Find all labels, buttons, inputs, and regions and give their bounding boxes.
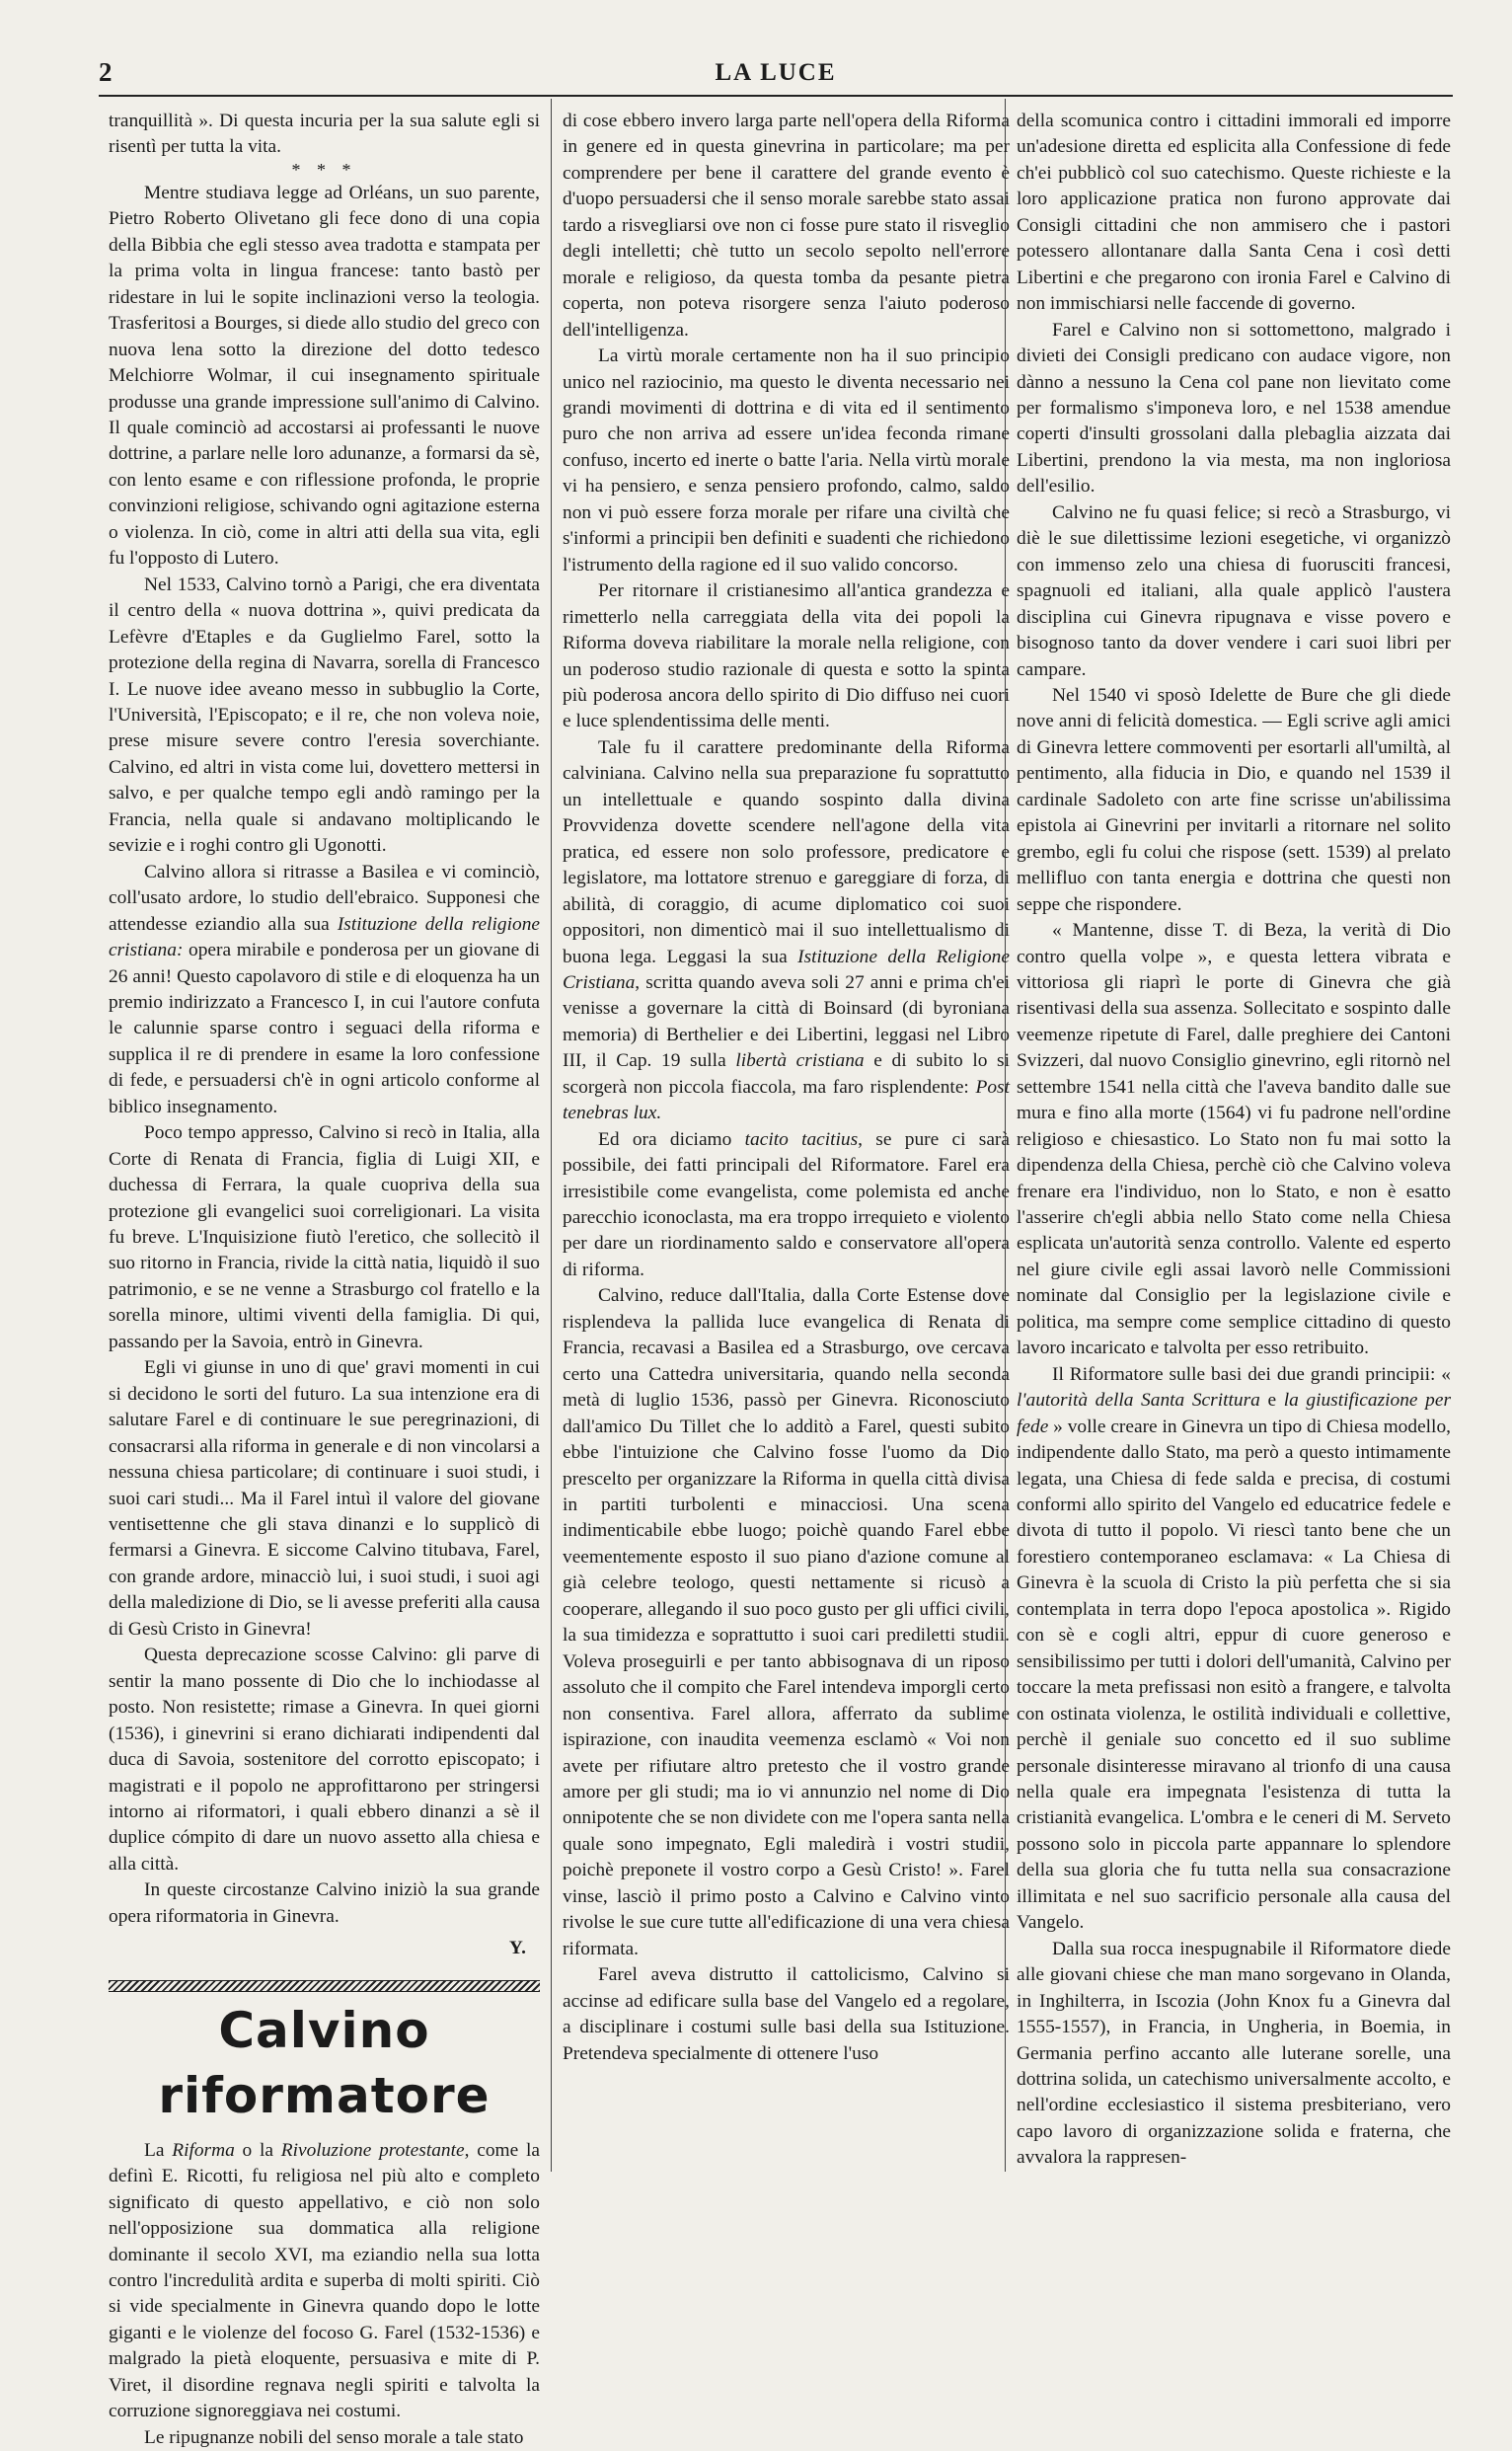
column-3 xyxy=(1017,109,1451,2177)
page-number: 2 xyxy=(99,57,113,87)
paragraph: Le ripugnanze nobili del senso morale a tale stato xyxy=(144,2426,524,2448)
paragraph: Dalla sua rocca inespugnabile il Riformatore diede alle giovani chiese che man mano sorgevano in Olanda, in Inghilterra, in Iscozia (John Knox fu a Ginevra dal 1555-1557), in Francia, in Ungheria, in Boemia, in Germania perfino accanto alle luterane sorelle, una dottrina solida, un catechismo universalmente accolto, e nell'ordine ecclesiastico il sistema presbiteriano, vero capo lavoro di organizzazione solida e fraterna, che avvalora la rappresen- xyxy=(1017,1938,1451,2169)
paragraph: Egli vi giunse in uno di que' gravi momenti in cui si decidono le sorti del futuro. La sua intenzione era di salutare Farel e di continuare le sue peregrinazioni, di consacrarsi alla riforma in generale e di non vincolarsi a nessuna chiesa particolare; di continuare i suoi studi, i suoi cari studi... Ma il Farel intuì il valore del giovane ventisettenne che gli stava dinanzi e lo supplicò di fermarsi a Ginevra. E siccome Calvino titubava, Farel, con grande ardore, minacciò lui, i suoi studi, i suoi agi della maledizione di Dio, se li avesse preferiti alla causa di Gesù Cristo in Ginevra! xyxy=(109,1357,540,1640)
paragraph: Ed ora diciamo tacito tacitius, se pure ci sarà possibile, dei fatti principali del Riformatore. Farel era irresistibile come evangelista, come polemista ed anche parecchio iconoclasta, ma era troppo irrequieto e violento per dare un riordinamento saldo e conservatore all'opera di riforma. xyxy=(563,1128,1010,1280)
paragraph: In queste circostanze Calvino iniziò la sua grande opera riformatoria in Ginevra. xyxy=(109,1879,540,1927)
paragraph: La virtù morale certamente non ha il suo principio unico nel raziocinio, ma questo le diventa necessario nei grandi movimenti di dottrina e di vita ed il sentimento puro che non arriva ad essere un'idea feconda rimane confuso, incerto ed inerte o batte l'aria. Nella virtù morale vi ha pensiero, e senza pensiero profondo, calmo, saldo non vi può essere forza morale per rifare una civiltà che s'informi a principii ben definiti e suadenti che richiedono l'istrumento della ragione ed il suo valido concorso. xyxy=(563,345,1010,575)
paragraph: della scomunica contro i cittadini immorali ed imporre un'adesione diretta ed esplicita alla Confessione di fede ch'ei pubblicò col suo catechismo. Queste richieste e la loro applicazione pratica non furono approvate dai Consigli cittadini che non ammisero che i pastori potessero allontanare dalla Santa Cena i così detti Libertini e che pregarono con ironia Farel e Calvino di non immischiarsi nelle faccende di governo. xyxy=(1017,111,1451,315)
paragraph: Calvino ne fu quasi felice; si recò a Strasburgo, vi diè le sue dilettissime lezioni esegetiche, vi organizzò con immenso zelo una chiesa di fuorusciti francesi, spagnuoli ed italiani, alla quale applicò l'austera disciplina cui Ginevra ripugnava e visse povero e bisognoso tanto da dover vendere i cari suoi libri per campare. xyxy=(1017,501,1451,680)
column-rule xyxy=(551,99,552,2172)
column-1 xyxy=(109,109,541,2448)
paragraph: tranquillità ». Di questa incuria per la sua salute egli si risentì per tutta la vita. xyxy=(109,111,540,158)
column-2 xyxy=(563,109,1010,2177)
masthead: LA LUCE xyxy=(715,59,837,86)
paragraph: Calvino allora si ritrasse a Basilea e vi cominciò, coll'usato ardore, lo studio dell'ebraico. Supponesi che attendesse eziandio alla sua Istituzione della religione cristiana: opera mirabile e ponderosa per un giovane di 26 anni! Questo capolavoro di stile e di eloquenza ha un premio indirizzato a Francesco I, in cui l'autore confuta le calunnie sparse contro i seguaci della riforma e supplica il re di prendere in esame la loro confessione di fede, e persuadersi ch'è in ogni articolo conforme al biblico insegnamento. xyxy=(109,861,541,1117)
paragraph: Farel e Calvino non si sottomettono, malgrado i divieti dei Consigli predicano con audace vigore, non dànno a nessuno la Cena col pane non lievitato come per formalismo s'imponeva loro, e nel 1538 amendue coperti d'insulti grossolani dalla plebaglia aizzata dai Libertini, prendono la via mesta, ma non ingloriosa dell'esilio. xyxy=(1017,319,1451,498)
paragraph: Calvino, reduce dall'Italia, dalla Corte Estense dove risplendeva la pallida luce evangelica di Renata di Francia, recavasi a Basilea ed a Strasburgo, ove cercava certo una Cattedra universitaria, quando nella seconda metà di luglio 1536, passò per Ginevra. Riconosciuto dall'amico Du Tillet che lo additò a Farel, questi subito ebbe l'intuizione che Calvino fosse l'uomo da Dio prescelto per organizzare la Riforma in quella città divisa in partiti turbolenti e minacciosi. Una scena indimenticabile ebbe luogo; poichè quando Farel ebbe veementemente esposto il suo piano d'azione comune al già celebre teologo, questi nettamente si ricusò a cooperare, allegando il suo poco gusto per gli uffici civili, la sua timidezza e soprattutto i suoi cari prediletti studii. Voleva proseguirli e per tanto abbisognava di un riposo assoluto che il compito che Farel intendeva imporgli certo non consentiva. Farel allora, afferrato da sublime ispirazione, con inaudita veemenza esclamò « Voi non avete per rifiutare altro pretesto che il vostro grande amore per gli studi; ma io vi annunzio nel nome di Dio onnipotente che se non dividete con me l'opera santa nella quale sono impegnato, Egli maledirà i vostri studii, poichè preponete il vostro corpo a Gesù Cristo! ». Farel vinse, lasciò il primo posto a Calvino e Calvino vinto rivolse le sue cure tutte all'edificazione di una vera chiesa riformata. xyxy=(563,1285,1010,1959)
section-separator: * * * xyxy=(291,159,357,180)
paragraph: Poco tempo appresso, Calvino si recò in Italia, alla Corte di Renata di Francia, figlia di Luigi XII, e duchessa di Ferrara, la quale cuopriva della sua protezione gli evangelici suoi correligionari. La visita fu breve. L'Inquisizione fiutò l'eretico, che sollecitò il suo ritorno in Francia, rivide la città natia, liquidò il suo patrimonio, e se ne venne a Strasburgo col fratello e la sorella minore, ultimi viventi della famiglia. Di qui, passando per la Savoia, entrò in Ginevra. xyxy=(109,1122,540,1352)
title-ornament-rule xyxy=(109,1980,540,1992)
page-header xyxy=(99,57,1453,97)
paragraph: di cose ebbero invero larga parte nell'opera della Riforma in genere ed in questa ginevrina in particolare; ma per comprendere per bene il carattere del grande evento è d'uopo persuadersi che il senso morale sarebbe stato assai tardo a risvegliarsi ove non ci fosse pure stato il risveglio degli intelletti; chè tutto un secolo sepolto nell'errore morale e religioso, da questa tomba da pesante pietra coperta, non poteva risorgere senza l'aiuto poderoso dell'intelligenza. xyxy=(563,111,1010,341)
paragraph: Nel 1540 vi sposò Idelette de Bure che gli diede nove anni di felicità domestica. — Egli scrive agli amici di Ginevra lettere commoventi per esortarli all'umiltà, al pentimento, alla fiducia in Dio, e quando nel 1539 il cardinale Sadoleto con arte fine scrisse un'abilissima epistola ai Ginevrini per invitarli a ritornare nel solito grembo, egli fu colui che rispose (sett. 1539) al prelato mellifluo con tanta energia e dottrina che questi non seppe che rispondere. xyxy=(1017,684,1451,915)
paragraph: Questa deprecazione scosse Calvino: gli parve di sentir la mano possente di Dio che lo inchiodasse al posto. Non resistette; rimase a Ginevra. In quei giorni (1536), i ginevrini si erano dichiarati indipendenti dal duca di Savoia, sostenitore del corrotto episcopato; i magistrati e il popolo ne approfittarono per stringersi intorno ai riformatori, i quali ebbero dinanzi a sè il duplice cómpito di dare un nuovo assetto alla chiesa e alla città. xyxy=(109,1645,540,1875)
author-signature: Y. xyxy=(508,1938,526,1959)
article-title: Calvino riformatore xyxy=(158,2001,491,2124)
paragraph: Per ritornare il cristianesimo all'antica grandezza e rimetterlo nella carreggiata della vita dei popoli la Riforma doveva riabilitare la morale nella religione, con un poderoso studio razionale di questa e sotto la spinta più poderosa ancora dello spirito di Dio diffuso nei cuori e luce splendentissima delle menti. xyxy=(563,580,1010,732)
paragraph: La Riforma o la Rivoluzione protestante, come la definì E. Ricotti, fu religiosa nel più alto e completo significato di questo appellativo, e ciò non solo nell'opposizione sua dommatica alla religione dominante il secolo XVI, ma eziandio nella sua lotta contro l'incredulità ardita e superba di molti spiriti. Ciò si vide specialmente in Ginevra quando dopo le lotte giganti e le violenze del focoso G. Farel (1532-1536) e malgrado la pietà eloquente, persuasiva e mite di P. Viret, il disordine regnava negli spiriti e talvolta la corruzione signoreggiava nei costumi. xyxy=(109,2139,540,2422)
paragraph: Mentre studiava legge ad Orléans, un suo parente, Pietro Roberto Olivetano gli fece dono di una copia della Bibbia che egli stesso avea tradotta e stampata per la prima volta in lingua francese: tanto bastò per ridestare in lui le sopite inclinazioni verso la teologia. Trasferitosi a Bourges, si diede allo studio del greco con nuova lena sotto la direzione del dotto tedesco Melchiorre Wolmar, il cui insegnamento spirituale produsse una grande impressione sull'animo di Calvino. Il quale cominciò ad accostarsi ai professanti le nuove dottrine, a parlare nelle loro adunanze, a formarsi da sè, con lento esame e con riflessione profonda, le proprie convinzioni religiose, schivando ogni agitazione esterna o violenza. In ciò, come in altri atti della sua vita, egli fu l'opposto di Lutero. xyxy=(109,182,540,570)
paragraph: Tale fu il carattere predominante della Riforma calviniana. Calvino nella sua preparazione fu soprattutto un intellettuale e quando sospinto dalla divina Provvidenza dovette scendere nell'agone della vita pratica, ed essere non solo professore, predicatore e legislatore, ma lottatore strenuo e gareggiare di forza, di abilità, di coraggio, di acume diplomatico coi suoi oppositori, non dimenticò mai il suo intellettualismo di buona lega. Leggasi la sua Istituzione della Religione Cristiana, scritta quando aveva soli 27 anni e prima ch'ei venisse a governare la città di Boinsard (di byroniana memoria) di Berthelier e dei Libertini, leggasi nel Libro III, il Cap. 19 sulla libertà cristiana e di subito lo si scorgerà non piccola fiaccola, ma faro risplendente: Post tenebras lux. xyxy=(563,736,1010,1124)
paragraph: Nel 1533, Calvino tornò a Parigi, che era diventata il centro della « nuova dottrina », quivi predicata da Lefèvre d'Etaples e da Guglielmo Farel, sotto la protezione della regina di Navarra, sorella di Francesco I. Le nuove idee aveano messo in subbuglio la Corte, l'Università, l'Episcopato; e il re, che non voleva noie, prese misure severe contro l'eresia soverchiante. Calvino, ed altri in vista come lui, dovettero mettersi in salvo, e per qualche tempo egli andò ramingo per la Francia, nella quale si andavano moltiplicando le sevizie e i roghi contro gli Ugonotti. xyxy=(109,574,540,857)
paragraph: « Mantenne, disse T. di Beza, la verità di Dio contro quella volpe », e questa lettera vibrata e vittoriosa gli riaprì le porte di Ginevra che già risentivasi della sua assenza. Sollecitato e sospinto dalle veemenze ripetute di Farel, dalle preghiere dei Cantoni Svizzeri, dal nuovo Consiglio ginevrino, egli ritornò nel settembre 1541 nella città che l'aveva bandito dalle sue mura e fino alla morte (1564) vi fu padrone nell'ordine religioso e chiesastico. Lo Stato non fu mai sotto la dipendenza della Chiesa, perchè ciò che Calvino voleva frenare era l'individuo, non lo Stato, e non è esatto l'asserire ch'egli abbia nello Stato come nella Chiesa esplicata un'autorità senza controllo. Valente ed esperto nel giure civile egli assai lavorò nelle Commissioni nominate dal Consiglio per la legislazione civile e politica, ma sempre come semplice cittadino di questo lavoro incaricato e talvolta per esso retribuito. xyxy=(1017,920,1451,1359)
header-rule xyxy=(99,95,1453,97)
paragraph: Il Riformatore sulle basi dei due grandi principii: « l'autorità della Santa Scrittura e la giustificazione per fede » volle creare in Ginevra un tipo di Chiesa modello, indipendente dallo Stato, ma però a questo intimamente legata, una Chiesa di fede salda e precisa, di costumi conformi allo spirito del Vangelo ed educatrice fedele e divota di tutto il popolo. Vi riescì tanto bene che un forestiero contemporaneo esclamava: « La Chiesa di Ginevra è la scuola di Cristo la più perfetta che si sia contemplata in terra dopo l'epoca apostolica ». Rigido con sè e cogli altri, eppur di cuore generoso e sensibilissimo per tutti i dolori dell'umanità, Calvino per toccare la meta prefissasi non esitò a frangere, e talvolta con ostinata violenza, le ostilità individuali e collettive, perchè il geniale suo concetto ed il suo sublime personale disinteresse miravano al trionfo di una causa nella quale era impegnata l'esistenza di tutta la cristianità evangelica. L'ombra e le ceneri di M. Serveto possono solo in piccola parte appannare lo splendore della sua gloria che fu tutta nella sua consacrazione illimitata e nel suo sacrificio personale alla causa del Vangelo. xyxy=(1017,1363,1451,1934)
paragraph: Farel aveva distrutto il cattolicismo, Calvino si accinse ad edificare sulla base del Vangelo ed a regolare, a disciplinare i costumi sulle basi della sua Istituzione. Pretendeva specialmente di ottenere l'uso xyxy=(563,1964,1010,2064)
